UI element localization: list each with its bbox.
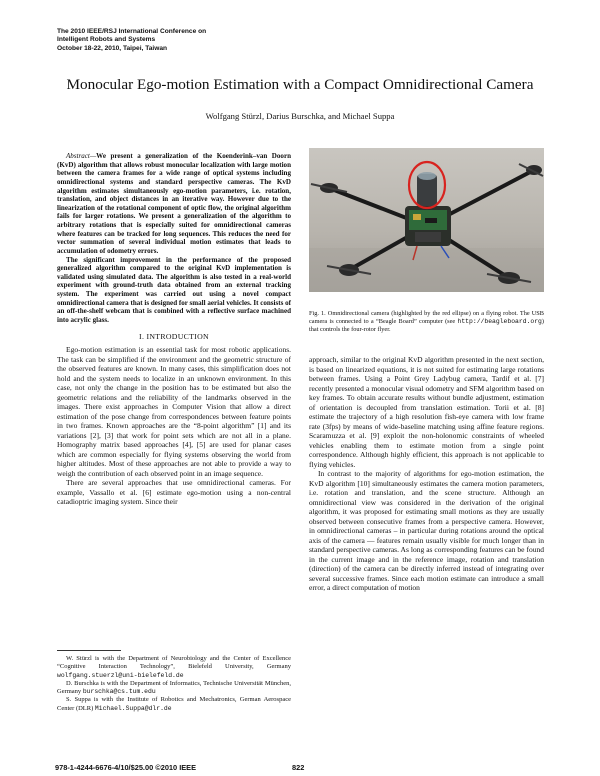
- footnote-3-email[interactable]: Michael.Suppa@dlr.de: [94, 704, 172, 712]
- footnote-1: [57, 655, 291, 680]
- isbn-copyright: 978-1-4244-6676-4/10/$25.00 ©2010 IEEE: [55, 763, 197, 772]
- footnote-2-email[interactable]: burschka@cs.tum.edu: [82, 688, 156, 695]
- left-column: [57, 152, 291, 507]
- right-column: [309, 355, 544, 593]
- intro-paragraph-3: approach, similar to the original KvD algorithm presented in the next section, is based on linearized equations, it is not suited for estimating large rotations between frames. Using a Point Grey Ladybug camera, Tardif et al. [7] recently presented a monocular visual odometry and SFM algorithm based on key frames. To obtain accurate results without bundle adjustment, estimation of orientation is decoupled from translation estimation. Torii et al. [8] estimate the trajectory of a high resolution fish-eye camera with low frame rate (3fps) by means of wide-baseline matching using affine feature regions. Scaramuzza et al. [9] exploit the non-holonomic constraints of wheeled vehicles enabling them to estimate motion from a single point correspondence. Although highly efficient, this approach is not applicable to flying vehicles.: [309, 355, 544, 469]
- camera-mirror: [418, 172, 436, 180]
- paper-title: Monocular Ego-motion Estimation with a Compact Omnidirectional Camera: [66, 76, 534, 93]
- intro-paragraph-4: In contrast to the majority of algorithms for ego-motion estimation, the KvD algorithm [10] simultaneously estimates the camera motion parameters, i.e. rotation and translation, and the scene structure. Although an omnidirectional view was considered in the derivation of the original algorithm, it was proposed for estimating small motions as they are usually observed between consecutive frames from a perspective camera. However, in omnidirectional cameras – in particular during rotations around the optical axis of the camera — features remain usually visible for much longer than in standard perspective cameras. As long as corresponding features can be found in the current image and in the reference image, rotation and translation (direction) of the camera can be directly inferred instead of integrating over several successive frames. Since each motion estimate can introduce a small error, a direct computation of motion: [309, 469, 544, 593]
- page-number: 822: [292, 763, 305, 772]
- caption-url[interactable]: http://beagleboard.org: [457, 318, 542, 326]
- section-heading-introduction: I. INTRODUCTION: [139, 331, 209, 341]
- conference-header: [57, 28, 206, 53]
- footnote-1-email[interactable]: wolfgang.stuerzl@uni-bielefeld.de: [57, 671, 184, 679]
- footnote-1-text: W. Stürzl is with the Department of Neurobiology and the Center of Excellence “Cognitive Interaction Technology”, Bielefeld University, Germany: [57, 655, 291, 671]
- footnote-3: [57, 696, 291, 713]
- footnote-3-text: S. Suppa is with the Institute of Robotics and Mechatronics, German Aerospace Center (DLR): [57, 696, 291, 712]
- intro-paragraph-1: Ego-motion estimation is an essential task for most robotic applications. The task can be simplified if the environment and the geometric structure of the observed features are known. In many cases, this simplification does not hold and the system needs to localize in an unknown environment. In this case, not only the change in the position has to be estimated but also the geometric relations and the reliability of the landmarks observed in the images. There exist approaches in Computer Vision that allow a direct estimation of the pose change from correspondences between feature points in two frames. Known approaches are the “8-point algorithm” [1] and its variations [2], [3] that work for point sets which are not all in a plane. Homography matrix based approaches [4], [5] are used for planar cases which are common especially for flying systems observing the world from higher altitudes. Most of these approaches are not able to provide a way to weigh the contribution of each observed point in an image sequence.: [57, 345, 291, 478]
- figure-1-caption: [309, 310, 544, 334]
- caption-text-b: ) that controls the four-rotor flyer.: [309, 318, 544, 334]
- footnote-2-text: D. Burschka is with the Department of Informatics, Technische Universität München, Germany: [57, 679, 291, 695]
- intro-paragraph-2: There are several approaches that use omnidirectional cameras. For example, Vassallo et al. [6] estimate ego-motion using a non-central catadioptric imaging system. Since their: [57, 478, 291, 507]
- figure-1-photo: [309, 148, 544, 292]
- abstract-paragraph-2: The significant improvement in the performance of the proposed generalized algorithm compared to the original KvD implementation is validated using simulated data. The algorithm is also tested in a real-world experiment with ground-truth data obtained from an external tracking system. The experiment was carried out using a novel compact omnidirectional camera that is designed for small aerial vehicles. It consists of an off-the-shelf webcam that is combined with a reflective surface machined into acrylic glass.: [57, 255, 291, 324]
- abstract-label: Abstract: [66, 152, 90, 160]
- abstract-paragraph-1: Abstract—We present a generalization of the Koenderink–van Doorn (KvD) algorithm that allows robust monocular localization with large motion between the camera frames for a wide range of optical systems including omnidirectional systems and standard perspective cameras. The KvD algorithm estimates simultaneously ego-motion parameters, i.e. rotation, translation, and object distances in an iterative way. However due to the linearization of the rotational component of optic flow, the original algorithm fails for larger rotations. We present a generalization of the algorithm to arbitrary rotations that is especially suited for omnidirectional cameras where features can be tracked for long sequences. This reduces the need for vector summation of several individual motion estimates that leads to accumulation of odometry errors.: [57, 152, 291, 255]
- conference-line-2: Intelligent Robots and Systems: [57, 36, 156, 44]
- author-list: Wolfgang Stürzl, Darius Burschka, and Michael Suppa: [205, 111, 395, 121]
- conference-line-3: October 18-22, 2010, Taipei, Taiwan: [57, 44, 168, 52]
- footnote-rule: [57, 650, 121, 651]
- footnote-2: [57, 680, 291, 697]
- footnotes: [57, 655, 291, 713]
- abstract-text-1: We present a generalization of the Koenderink–van Doorn (KvD) algorithm that allows robust monocular localization with large motion between the camera frames for a wide range of optical systems including omnidirectional systems and standard perspective cameras. The KvD algorithm estimates simultaneously ego-motion parameters, i.e. rotation, translation, and object distances in an iterative way. However due to the linearization of the rotational component of optic flow, the original algorithm fails for larger rotations. We present a generalization of the algorithm to arbitrary rotations that is especially suited for omnidirectional cameras where features can be tracked for long sequences. This reduces the need for vector summation of several individual motion estimates that leads to accumulation of odometry errors.: [57, 152, 291, 255]
- caption-text-a: Fig. 1. Omnidirectional camera (highlighted by the red ellipse) on a flying robot. The USB camera is connected to a “Beagle Board” computer (see: [309, 310, 544, 326]
- conference-line-1: The 2010 IEEE/RSJ International Conference on: [57, 28, 207, 35]
